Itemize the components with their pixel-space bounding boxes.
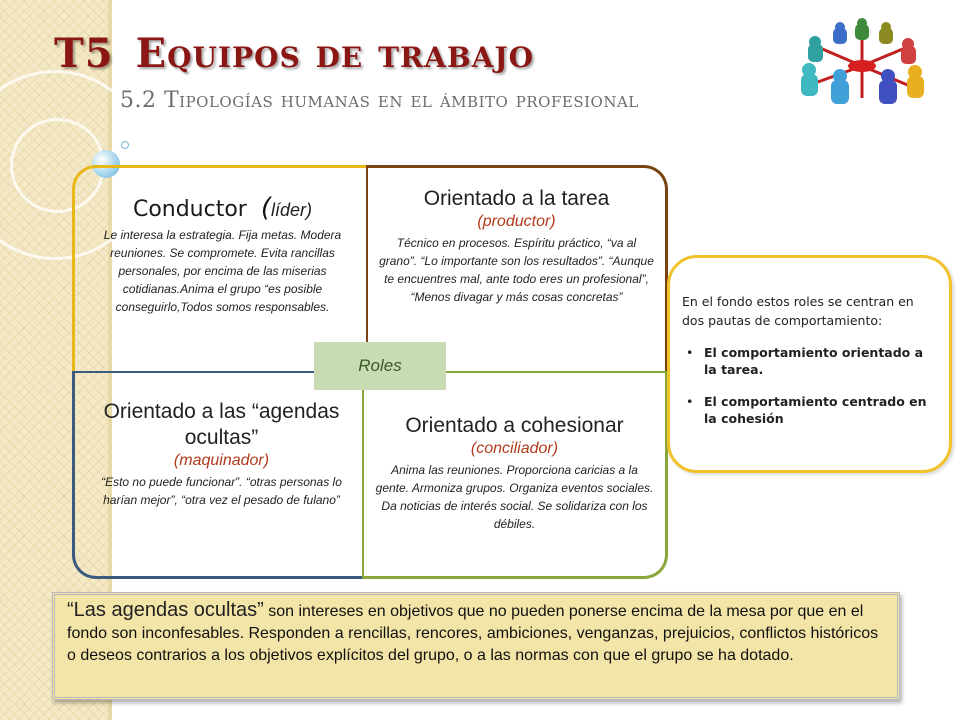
quadrant-description: Anima las reuniones. Proporciona caricias a la gente. Armoniza grupos. Organiza eventos sociales. Da noticias de interés social. Se solidariza con los débiles. [375,463,654,531]
note-body: son intereses en objetivos que no pueden ponerse encima de la mesa por que en el fondo son inconfesables. Responden a rencillas, rencores, ambiciones, venganzas, prejuicios, conflictos históricos o deseos contrarios a los objetivos explícitos del grupo, o a las normas con que el grupo se ha dotado. [67,603,879,664]
quadrant-role: líder) [271,200,313,220]
quadrant-title: Orientado a cohesionar [405,414,624,437]
quadrant-role: (maquinador) [173,452,270,469]
quadrant-title: Conductor [132,197,247,222]
behavior-summary-box [667,255,952,473]
quadrant-description: Técnico en procesos. Espíritu práctico, “va al grano”. “Lo importante son los resultados”. “Aunque te encuentres mal, ante todo eres un profesional”, “Menos divagar y más cosas concretas” [379,236,654,304]
quadrant-description: “Esto no puede funcionar”. “otras personas lo harían mejor”, “otra vez el pesado de fulano” [101,475,342,507]
page-title [54,30,614,77]
note-lead: “Las agendas ocultas” [67,599,264,621]
quadrant-title: Orientado a la tarea [423,187,610,210]
summary-intro: En el fondo estos roles se centran en dos pautas de comportamiento: [682,294,914,328]
topic-title: Equipos de trabajo [135,30,535,77]
quadrant-role: (productor) [477,213,556,230]
topic-code: T5 [54,30,114,77]
roles-center-label: Roles [314,342,446,390]
quadrant-description: Le interesa la estrategia. Fija metas. Modera reuniones. Se compromete. Evita rancillas personales, por encima de las miserias cotidianas.Anima el grupo “es posible conseguirlo,Todos somos responsables. [103,228,342,314]
quadrant-role: (conciliador) [470,440,559,457]
decorative-bubble [121,141,129,149]
quadrant-maquinador [72,371,368,579]
quadrant-title-row [85,194,360,224]
page-subtitle: 5.2 Tipologías humanas en el ámbito profesional [120,88,639,113]
hidden-agendas-note [52,592,900,700]
quadrant-paren: ( [260,193,272,223]
quadrant-conciliador [362,371,668,579]
quadrant-title: Orientado a las “agendas ocultas” [103,400,340,449]
summary-item: • El comportamiento orientado a la tarea. [682,344,935,378]
team-meeting-icon [795,18,930,113]
summary-list [682,344,935,427]
summary-item: • El comportamiento centrado en la cohesión [682,393,935,427]
